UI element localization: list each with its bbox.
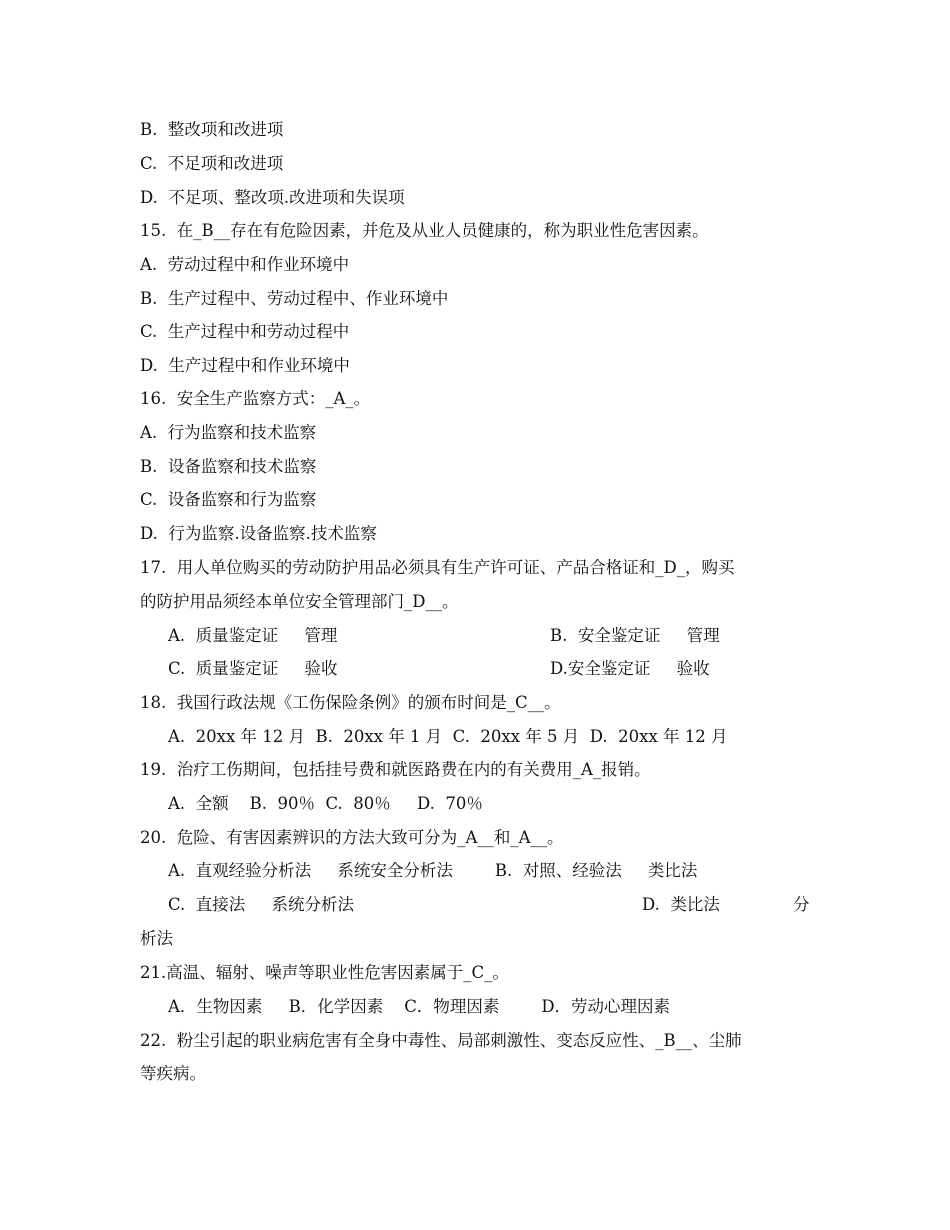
q22-stem-line1: 22. 粉尘引起的职业病危害有全身中毒性、局部刺激性、变态反应性、_B__、尘肺 [140, 1031, 742, 1050]
q20-option-c: C. 直接法 系统分析法 [168, 895, 354, 914]
q17-stem-line2: 的防护用品须经本单位安全管理部门_D__。 [140, 592, 459, 611]
q17-stem-line1: 17. 用人单位购买的劳动防护用品必须具有生产许可证、产品合格证和_D_，购买 [140, 558, 735, 577]
q15-option-c: C. 生产过程中和劳动过程中 [140, 322, 350, 341]
q16-option-b: B. 设备监察和技术监察 [140, 457, 317, 476]
q20-options-ab: A. 直观经验分析法 系统安全分析法 B. 对照、经验法 类比法 [168, 861, 698, 880]
q15-option-a: A. 劳动过程中和作业环境中 [140, 255, 350, 274]
q21-options: A．生物因素 B．化学因素 C．物理因素 D．劳动心理因素 [168, 997, 671, 1016]
q15-option-b: B. 生产过程中、劳动过程中、作业环境中 [140, 289, 449, 308]
q17-option-c: C. 质量鉴定证 验收 [168, 659, 338, 678]
q14-option-b: B. 整改项和改进项 [140, 120, 284, 139]
q20-option-d: D. 类比法 [642, 895, 720, 914]
q16-stem: 16. 安全生产监察方式：_A_。 [140, 389, 371, 408]
q16-option-c: C. 设备监察和行为监察 [140, 490, 317, 509]
q18-options: A. 20xx 年 12 月 B. 20xx 年 1 月 C. 20xx 年 5 月 D. 20xx 年 12 月 [168, 727, 728, 746]
q18-stem: 18. 我国行政法规《工伤保险条例》的颁布时间是_C__。 [140, 693, 561, 712]
q15-stem: 15. 在_B__存在有危险因素，并危及从业人员健康的，称为职业性危害因素。 [140, 221, 709, 240]
q19-options: A. 全额 B. 90％ C. 80％ D. 70％ [168, 794, 483, 813]
q16-option-d: D. 行为监察.设备监察.技术监察 [140, 524, 377, 543]
q14-option-d: D. 不足项、整改项.改进项和失误项 [140, 188, 405, 207]
q15-option-d: D. 生产过程中和作业环境中 [140, 356, 350, 375]
q21-stem: 21.高温、辐射、噪声等职业性危害因素属于_C_。 [140, 963, 509, 982]
q22-stem-line2: 等疾病。 [140, 1064, 206, 1083]
q19-stem: 19. 治疗工伤期间，包括挂号费和就医路费在内的有关费用_A_报销。 [140, 760, 651, 779]
q17-option-a: A. 质量鉴定证 管理 [168, 626, 338, 645]
q14-option-c: C. 不足项和改进项 [140, 154, 284, 173]
q17-option-d: D.安全鉴定证 验收 [550, 659, 710, 678]
q20-option-d-tail: 分 [793, 895, 810, 914]
q20-option-d-wrap: 析法 [140, 929, 173, 948]
q17-option-b: B. 安全鉴定证 管理 [550, 626, 720, 645]
q16-option-a: A. 行为监察和技术监察 [140, 423, 317, 442]
q20-stem: 20. 危险、有害因素辨识的方法大致可分为_A__和_A__。 [140, 828, 564, 847]
